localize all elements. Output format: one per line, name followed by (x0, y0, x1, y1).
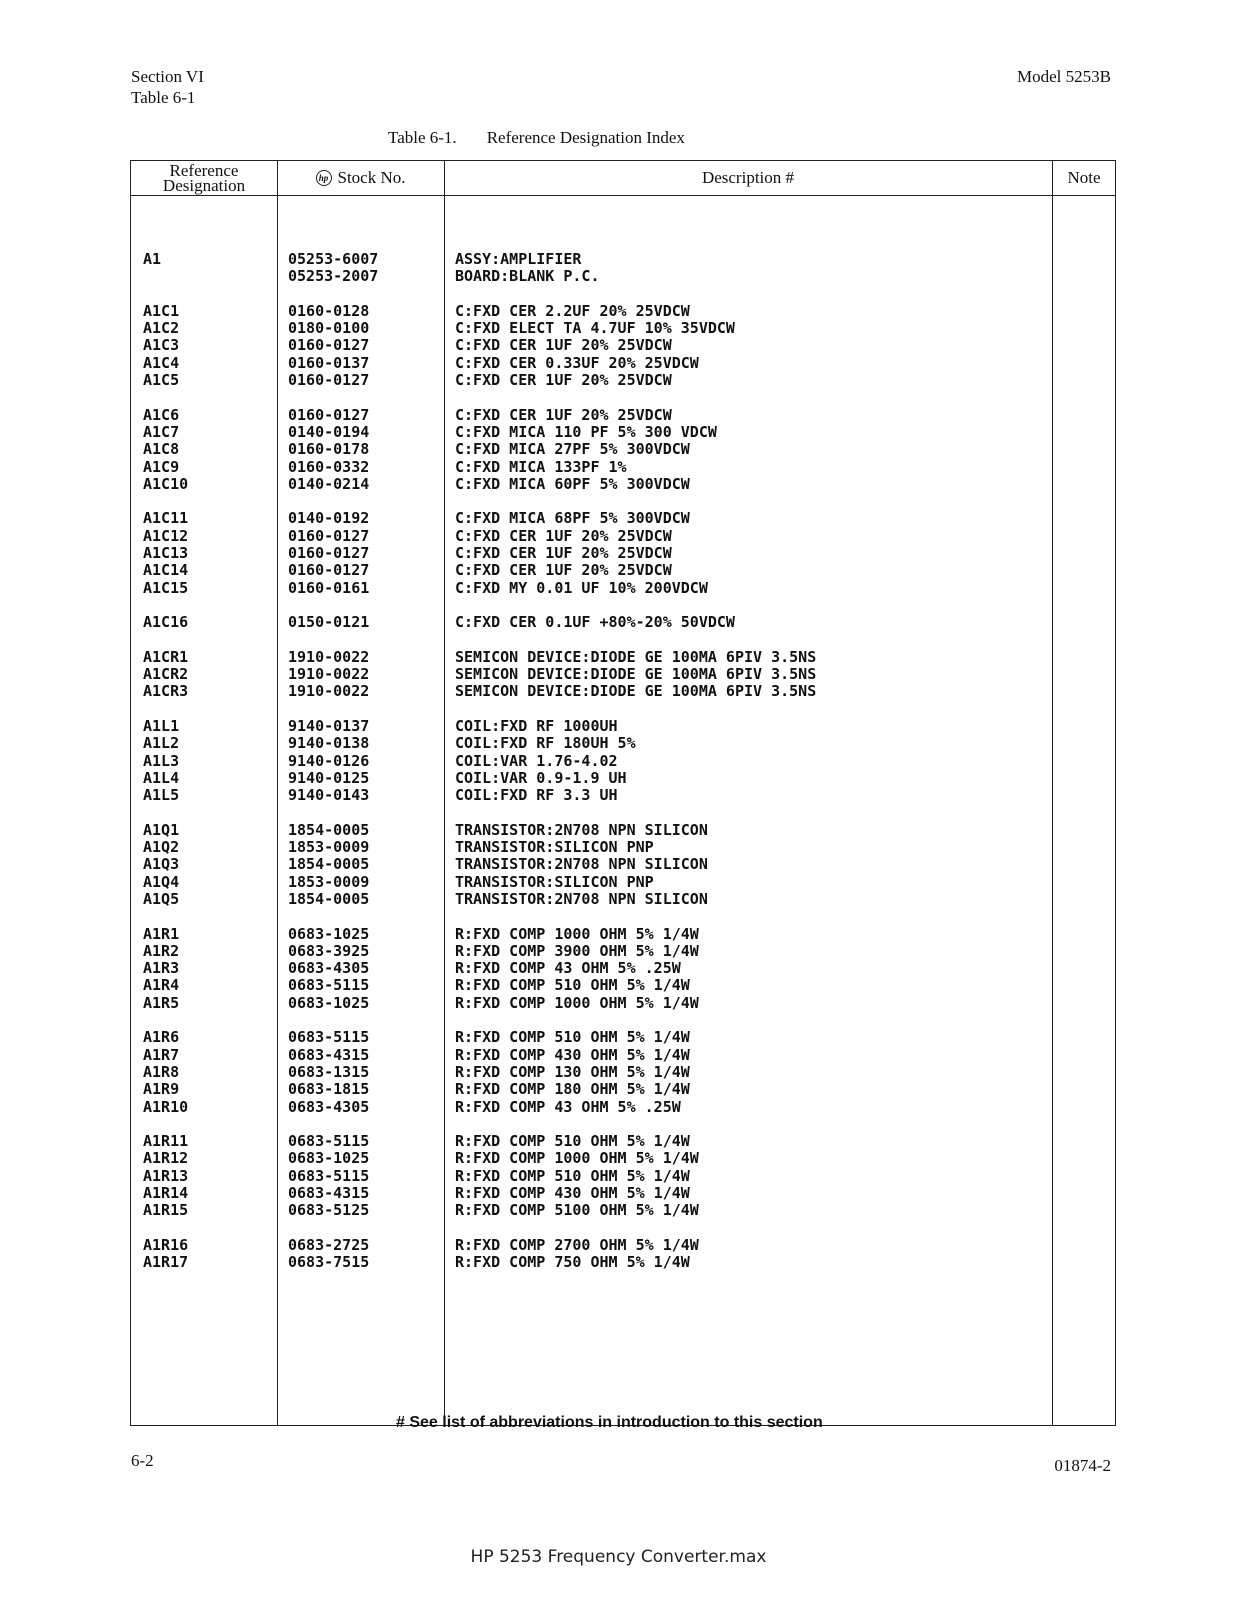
table-row (131, 1150, 1115, 1167)
table-row (131, 562, 1115, 579)
description-cell: C:FXD CER 1UF 20% 25VDCW (455, 561, 672, 580)
reference-cell: A1R14 (143, 1184, 189, 1203)
reference-cell: A1C14 (143, 561, 189, 580)
description-cell: COIL:VAR 1.76-4.02 (455, 751, 618, 770)
table-row (131, 441, 1115, 458)
stock-cell: 0160-0127 (288, 371, 370, 390)
table-row (131, 303, 1115, 320)
table-row (131, 1064, 1115, 1081)
section-label: Section VI (131, 67, 204, 86)
page-header-left (131, 66, 204, 108)
table-row (131, 891, 1115, 908)
description-cell: C:FXD ELECT TA 4.7UF 10% 35VDCW (455, 319, 735, 338)
group-spacer (131, 597, 1115, 614)
table-row (131, 1047, 1115, 1064)
stock-cell: 0160-0127 (288, 561, 370, 580)
table-row (131, 1202, 1115, 1219)
reference-cell: A1C3 (143, 336, 180, 355)
reference-cell: A1R4 (143, 976, 180, 995)
stock-cell: 0160-0332 (288, 457, 370, 476)
file-name: HP 5253 Frequency Converter.max (470, 1547, 767, 1567)
description-cell: C:FXD MY 0.01 UF 10% 200VDCW (455, 578, 708, 597)
description-cell: C:FXD MICA 133PF 1% (455, 457, 627, 476)
column-header-stock-label: Stock No. (337, 168, 406, 187)
description-cell: TRANSISTOR:SILICON PNP (455, 872, 654, 891)
stock-cell: 0160-0127 (288, 336, 370, 355)
reference-cell: A1Q1 (143, 820, 180, 839)
stock-cell: 0160-0161 (288, 578, 370, 597)
description-cell: R:FXD COMP 510 OHM 5% 1/4W (455, 1166, 690, 1185)
reference-cell: A1L5 (143, 786, 180, 805)
stock-cell: 0683-4315 (288, 1045, 370, 1064)
reference-cell: A1L4 (143, 768, 180, 787)
description-cell: C:FXD CER 1UF 20% 25VDCW (455, 544, 672, 563)
stock-cell: 1854-0005 (288, 855, 370, 874)
reference-cell: A1R11 (143, 1132, 189, 1151)
description-cell: C:FXD CER 1UF 20% 25VDCW (455, 336, 672, 355)
reference-cell: A1C6 (143, 405, 180, 424)
reference-cell: A1C1 (143, 301, 180, 320)
table-row (131, 770, 1115, 787)
hp-logo-icon: hp (316, 170, 332, 186)
description-cell: R:FXD COMP 5100 OHM 5% 1/4W (455, 1201, 699, 1220)
description-cell: R:FXD COMP 430 OHM 5% 1/4W (455, 1184, 690, 1203)
stock-cell: 0683-5115 (288, 1028, 370, 1047)
stock-cell: 1854-0005 (288, 820, 370, 839)
reference-cell: A1R6 (143, 1028, 180, 1047)
table-row (131, 1237, 1115, 1254)
stock-cell: 0683-5115 (288, 1132, 370, 1151)
reference-cell: A1R10 (143, 1097, 189, 1116)
description-cell: C:FXD CER 0.1UF +80%-20% 50VDCW (455, 613, 735, 632)
reference-cell: A1L1 (143, 717, 180, 736)
table-row (131, 1254, 1115, 1271)
group-spacer (131, 701, 1115, 718)
description-cell: C:FXD CER 2.2UF 20% 25VDCW (455, 301, 690, 320)
table-body (131, 251, 1115, 1272)
reference-cell: A1C8 (143, 440, 180, 459)
description-cell: C:FXD CER 1UF 20% 25VDCW (455, 405, 672, 424)
description-cell: C:FXD MICA 27PF 5% 300VDCW (455, 440, 690, 459)
stock-cell: 1910-0022 (288, 682, 370, 701)
group-spacer (131, 1220, 1115, 1237)
stock-cell: 1910-0022 (288, 647, 370, 666)
group-spacer (131, 805, 1115, 822)
table-row (131, 735, 1115, 752)
table-row (131, 510, 1115, 527)
stock-cell: 9140-0137 (288, 717, 370, 736)
stock-cell: 1910-0022 (288, 665, 370, 684)
page-number: 6-2 (131, 1451, 154, 1470)
group-spacer (131, 286, 1115, 303)
group-spacer (131, 493, 1115, 510)
table-row (131, 424, 1115, 441)
table-row (131, 476, 1115, 493)
stock-cell: 1853-0009 (288, 838, 370, 857)
reference-cell: A1C5 (143, 371, 180, 390)
column-header-reference-line2: Designation (162, 176, 246, 195)
description-cell: BOARD:BLANK P.C. (455, 267, 600, 286)
table-title-number: Table 6-1. (388, 128, 457, 147)
reference-cell: A1R5 (143, 993, 180, 1012)
table-row (131, 1168, 1115, 1185)
stock-cell: 1854-0005 (288, 889, 370, 908)
stock-cell: 0683-1025 (288, 993, 370, 1012)
stock-cell: 0160-0127 (288, 405, 370, 424)
description-cell: COIL:FXD RF 1000UH (455, 717, 618, 736)
stock-cell: 0683-1315 (288, 1062, 370, 1081)
table-row (131, 459, 1115, 476)
table-row (131, 649, 1115, 666)
reference-cell: A1CR2 (143, 665, 189, 684)
table-row (131, 787, 1115, 804)
stock-cell: 0140-0192 (288, 509, 370, 528)
reference-cell: A1R9 (143, 1080, 180, 1099)
description-cell: ASSY:AMPLIFIER (455, 250, 582, 268)
description-cell: R:FXD COMP 2700 OHM 5% 1/4W (455, 1235, 699, 1254)
reference-cell: A1 (143, 250, 162, 268)
reference-cell: A1CR1 (143, 647, 189, 666)
table-row (131, 822, 1115, 839)
group-spacer (131, 1116, 1115, 1133)
table-row (131, 839, 1115, 856)
reference-cell: A1Q4 (143, 872, 180, 891)
stock-cell: 0683-5115 (288, 976, 370, 995)
table-title-text: Reference Designation Index (486, 128, 685, 147)
table-row (131, 943, 1115, 960)
reference-cell: A1C10 (143, 474, 189, 493)
stock-cell: 05253-6007 (288, 250, 379, 268)
stock-cell: 0180-0100 (288, 319, 370, 338)
table-row (131, 1099, 1115, 1116)
description-cell: TRANSISTOR:SILICON PNP (455, 838, 654, 857)
stock-cell: 0683-5115 (288, 1166, 370, 1185)
stock-cell: 0683-4305 (288, 1097, 370, 1116)
stock-cell: 05253-2007 (288, 267, 379, 286)
table-row (131, 666, 1115, 683)
table-row (131, 1029, 1115, 1046)
reference-cell: A1C16 (143, 613, 189, 632)
stock-cell: 0160-0137 (288, 353, 370, 372)
group-spacer (131, 908, 1115, 925)
table-row (131, 337, 1115, 354)
reference-cell: A1C13 (143, 544, 189, 563)
stock-cell: 0140-0214 (288, 474, 370, 493)
group-spacer (131, 389, 1115, 406)
reference-cell: A1C2 (143, 319, 180, 338)
description-cell: C:FXD CER 1UF 20% 25VDCW (455, 526, 672, 545)
description-cell: SEMICON DEVICE:DIODE GE 100MA 6PIV 3.5NS (455, 665, 817, 684)
reference-cell: A1C9 (143, 457, 180, 476)
reference-cell: A1Q2 (143, 838, 180, 857)
stock-cell: 0683-4315 (288, 1184, 370, 1203)
column-header-description: Description # (701, 168, 795, 187)
description-cell: COIL:FXD RF 3.3 UH (455, 786, 618, 805)
reference-cell: A1C11 (143, 509, 189, 528)
description-cell: R:FXD COMP 510 OHM 5% 1/4W (455, 976, 690, 995)
table-row (131, 251, 1115, 268)
stock-cell: 0160-0127 (288, 526, 370, 545)
description-cell: R:FXD COMP 1000 OHM 5% 1/4W (455, 924, 699, 943)
reference-cell: A1R2 (143, 941, 180, 960)
stock-cell: 0160-0127 (288, 544, 370, 563)
reference-cell: A1L2 (143, 734, 180, 753)
table-row (131, 753, 1115, 770)
reference-cell: A1C4 (143, 353, 180, 372)
description-cell: R:FXD COMP 3900 OHM 5% 1/4W (455, 941, 699, 960)
reference-designation-table (130, 160, 1116, 1426)
description-cell: R:FXD COMP 510 OHM 5% 1/4W (455, 1132, 690, 1151)
reference-cell: A1CR3 (143, 682, 189, 701)
stock-cell: 0140-0194 (288, 422, 370, 441)
description-cell: COIL:FXD RF 180UH 5% (455, 734, 636, 753)
stock-cell: 0683-7515 (288, 1253, 370, 1272)
reference-cell: A1R16 (143, 1235, 189, 1254)
stock-cell: 0683-1025 (288, 1149, 370, 1168)
table-row (131, 874, 1115, 891)
description-cell: R:FXD COMP 43 OHM 5% .25W (455, 959, 681, 978)
reference-cell: A1R15 (143, 1201, 189, 1220)
description-cell: R:FXD COMP 510 OHM 5% 1/4W (455, 1028, 690, 1047)
reference-cell: A1Q5 (143, 889, 180, 908)
stock-cell: 0150-0121 (288, 613, 370, 632)
table-row (131, 580, 1115, 597)
table-row (131, 1133, 1115, 1150)
document-number: 01874-2 (1054, 1456, 1111, 1475)
table-ref-label: Table 6-1 (131, 88, 196, 107)
table-row (131, 977, 1115, 994)
column-header-note: Note (1067, 168, 1101, 187)
reference-cell: A1R3 (143, 959, 180, 978)
table-row (131, 614, 1115, 631)
header-rule (131, 195, 1115, 196)
stock-cell: 0160-0178 (288, 440, 370, 459)
reference-cell: A1L3 (143, 751, 180, 770)
description-cell: R:FXD COMP 750 OHM 5% 1/4W (455, 1253, 690, 1272)
stock-cell: 0683-5125 (288, 1201, 370, 1220)
model-label: Model 5253B (1017, 67, 1111, 86)
column-header-reference-line1: Reference (169, 161, 239, 180)
stock-cell: 0683-2725 (288, 1235, 370, 1254)
table-row (131, 1185, 1115, 1202)
description-cell: R:FXD COMP 1000 OHM 5% 1/4W (455, 993, 699, 1012)
reference-cell: A1R17 (143, 1253, 189, 1272)
reference-cell: A1R12 (143, 1149, 189, 1168)
description-cell: C:FXD CER 0.33UF 20% 25VDCW (455, 353, 699, 372)
stock-cell: 0683-1815 (288, 1080, 370, 1099)
reference-cell: A1R8 (143, 1062, 180, 1081)
reference-cell: A1C15 (143, 578, 189, 597)
description-cell: TRANSISTOR:2N708 NPN SILICON (455, 889, 708, 908)
group-spacer (131, 632, 1115, 649)
stock-cell: 9140-0125 (288, 768, 370, 787)
description-cell: TRANSISTOR:2N708 NPN SILICON (455, 855, 708, 874)
description-cell: SEMICON DEVICE:DIODE GE 100MA 6PIV 3.5NS (455, 647, 817, 666)
stock-cell: 0683-3925 (288, 941, 370, 960)
table-row (131, 1081, 1115, 1098)
table-row (131, 856, 1115, 873)
table-row (131, 407, 1115, 424)
column-header-reference (131, 161, 277, 195)
table-row (131, 528, 1115, 545)
stock-cell: 0160-0128 (288, 301, 370, 320)
description-cell: R:FXD COMP 1000 OHM 5% 1/4W (455, 1149, 699, 1168)
description-cell: C:FXD MICA 68PF 5% 300VDCW (455, 509, 690, 528)
description-cell: COIL:VAR 0.9-1.9 UH (455, 768, 627, 787)
table-row (131, 545, 1115, 562)
reference-cell: A1C7 (143, 422, 180, 441)
reference-cell: A1R7 (143, 1045, 180, 1064)
reference-cell: A1C12 (143, 526, 189, 545)
stock-cell: 9140-0126 (288, 751, 370, 770)
stock-cell: 1853-0009 (288, 872, 370, 891)
description-cell: SEMICON DEVICE:DIODE GE 100MA 6PIV 3.5NS (455, 682, 817, 701)
description-cell: C:FXD MICA 110 PF 5% 300 VDCW (455, 422, 717, 441)
description-cell: C:FXD CER 1UF 20% 25VDCW (455, 371, 672, 390)
footnote: # See list of abbreviations in introduction to this section (396, 1414, 823, 1431)
description-cell: R:FXD COMP 180 OHM 5% 1/4W (455, 1080, 690, 1099)
table-row (131, 995, 1115, 1012)
description-cell: R:FXD COMP 130 OHM 5% 1/4W (455, 1062, 690, 1081)
table-row (131, 320, 1115, 337)
stock-cell: 9140-0143 (288, 786, 370, 805)
table-row (131, 355, 1115, 372)
table-row (131, 926, 1115, 943)
table-row (131, 718, 1115, 735)
description-cell: TRANSISTOR:2N708 NPN SILICON (455, 820, 708, 839)
table-row (131, 683, 1115, 700)
table-row (131, 372, 1115, 389)
column-header-stock (277, 161, 444, 195)
reference-cell: A1R13 (143, 1166, 189, 1185)
stock-cell: 0683-1025 (288, 924, 370, 943)
reference-cell: A1R1 (143, 924, 180, 943)
reference-cell: A1Q3 (143, 855, 180, 874)
description-cell: R:FXD COMP 430 OHM 5% 1/4W (455, 1045, 690, 1064)
stock-cell: 0683-4305 (288, 959, 370, 978)
stock-cell: 9140-0138 (288, 734, 370, 753)
table-title (388, 128, 685, 148)
description-cell: C:FXD MICA 60PF 5% 300VDCW (455, 474, 690, 493)
table-row (131, 268, 1115, 285)
description-cell: R:FXD COMP 43 OHM 5% .25W (455, 1097, 681, 1116)
table-row (131, 960, 1115, 977)
group-spacer (131, 1012, 1115, 1029)
